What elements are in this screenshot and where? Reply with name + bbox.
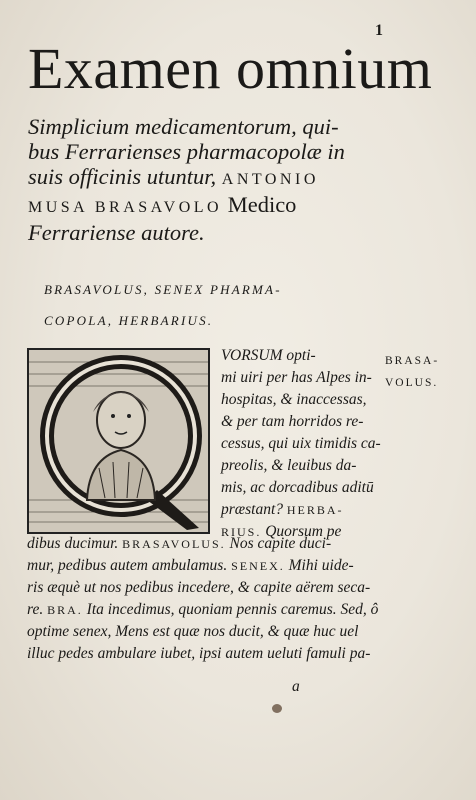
dialog-line: hospitas, & inaccessas, bbox=[221, 391, 367, 408]
speaker-label: BRASAVOLUS. bbox=[122, 537, 226, 551]
author-first-name: ANTONIO bbox=[221, 171, 319, 188]
speaker-label: BRA. bbox=[47, 603, 83, 617]
dialog-line: preolis, & leuibus da- bbox=[221, 457, 357, 474]
dialog-line: cessus, qui uix timidis ca- bbox=[221, 435, 381, 452]
dialog-line: mis, ac dorcadibus aditū bbox=[221, 479, 374, 496]
subtitle-line: bus Ferrarienses pharmacopolæ in bbox=[28, 139, 345, 164]
subtitle-line: Simplicium medicamentorum, qui- bbox=[28, 114, 339, 139]
dialog-line: ris æquè ut nos pedibus incedere, & capite aërem seca- bbox=[27, 579, 371, 596]
ink-stain bbox=[272, 704, 282, 713]
dialog-line: mi uiri per has Alpes in- bbox=[221, 369, 372, 386]
speaker-label: SENEX. bbox=[231, 559, 285, 573]
subtitle-line: suis officinis utuntur, ANTONIO bbox=[28, 164, 319, 189]
dialog-line: illuc pedes ambulare iubet, ipsi autem ueluti famuli pa- bbox=[27, 645, 371, 662]
subtitle-line: Ferrariense autore. bbox=[28, 220, 205, 245]
speakers-line: COPOLA, HERBARIUS. bbox=[44, 313, 214, 328]
page-title: Examen omnium bbox=[28, 36, 433, 101]
dialog-line: re. BRA. Ita incedimus, quoniam pennis caremus. Sed, ô bbox=[27, 601, 379, 618]
subtitle-block bbox=[28, 114, 388, 245]
woodcut-initial bbox=[27, 348, 210, 534]
speaker-label: RIUS. bbox=[221, 525, 262, 539]
dramatis-personae bbox=[44, 274, 374, 336]
page-number: 1 bbox=[375, 22, 383, 39]
dialog-line: præstant? HERBA- bbox=[221, 501, 344, 518]
dialog-line: VORSUM opti- bbox=[221, 347, 316, 364]
dialog-line: optime senex, Mens est quæ nos ducit, & quæ huc uel bbox=[27, 623, 359, 640]
dialog-full-width bbox=[27, 533, 387, 665]
catchword: a bbox=[292, 678, 300, 695]
author-role: Medico bbox=[227, 192, 297, 217]
dialog-line: RIUS. Quorsum pe bbox=[221, 523, 342, 540]
author-name: MUSA BRASAVOLO bbox=[28, 199, 223, 216]
margin-note: BRASA- VOLUS. bbox=[385, 355, 440, 389]
dialog-line: dibus ducimur. BRASAVOLUS. Nos capite duci- bbox=[27, 535, 332, 552]
dialog-beside-initial bbox=[221, 345, 381, 543]
dialog-line: & per tam horridos re- bbox=[221, 413, 364, 430]
initial-letter-illustration bbox=[29, 350, 208, 532]
dialog-line: mur, pedibus autem ambulamus. SENEX. Mihi uide- bbox=[27, 557, 354, 574]
subtitle-line bbox=[28, 192, 388, 220]
speakers-line: BRASAVOLUS, SENEX PHARMA- bbox=[44, 282, 282, 297]
speaker-label: HERBA- bbox=[286, 503, 344, 517]
